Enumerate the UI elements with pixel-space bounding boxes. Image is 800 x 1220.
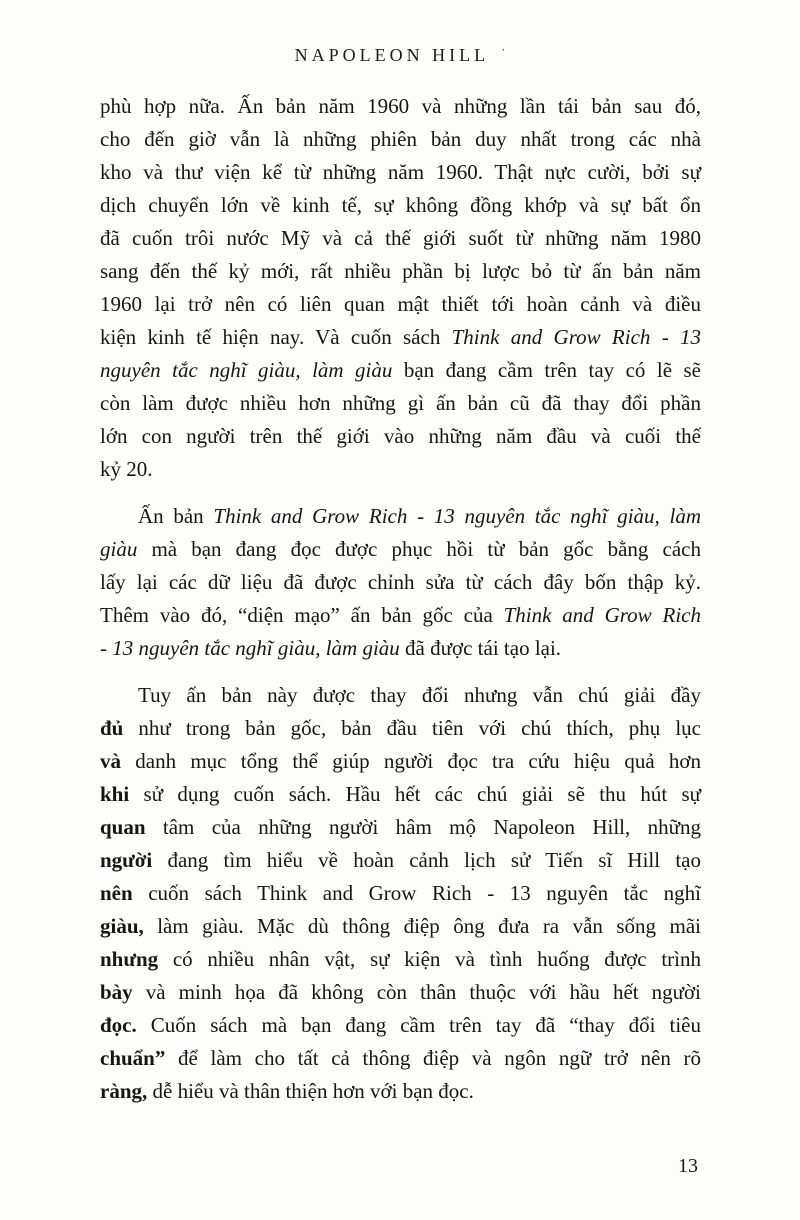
text-line — [100, 222, 701, 255]
text-line — [100, 533, 701, 566]
text-segment: đang tìm hiểu về hoàn cảnh lịch sử Tiến sĩ Hill tạo — [152, 848, 701, 872]
page-text — [100, 90, 701, 1122]
text-segment: Ấn bản — [138, 504, 214, 528]
text-segment: danh mục tổng thể giúp người đọc tra cứu hiệu quả hơn — [121, 749, 701, 773]
text-line — [100, 877, 701, 910]
bold-text-segment: bày — [100, 980, 133, 1004]
running-head — [0, 42, 800, 66]
italic-text-segment: Think and Grow Rich - 13 — [451, 325, 701, 349]
text-segment: kỷ 20. — [100, 457, 153, 481]
italic-text-segment: - 13 nguyên tắc nghĩ giàu, làm giàu — [100, 636, 400, 660]
text-line — [100, 123, 701, 156]
text-line — [100, 189, 701, 222]
bold-text-segment: và — [100, 749, 121, 773]
text-segment: còn làm được nhiều hơn những gì ấn bản cũ đã thay đổi phần — [100, 391, 701, 415]
text-segment: kho và thư viện kể từ những năm 1960. Thật nực cười, bởi sự — [100, 160, 701, 184]
text-segment: đã cuốn trôi nước Mỹ và cả thế giới suốt từ những năm 1980 — [100, 226, 701, 250]
text-segment: Tuy ấn bản này được thay đổi nhưng vẫn chú giải đầy — [138, 683, 701, 707]
text-segment: để làm cho tất cả thông điệp và ngôn ngữ trở nên rõ — [165, 1046, 701, 1070]
bold-text-segment: đủ — [100, 716, 124, 740]
text-line — [100, 255, 701, 288]
running-head-title: NAPOLEON HILL — [294, 45, 490, 65]
text-segment: như trong bản gốc, bản đầu tiên với chú thích, phụ lục — [123, 716, 701, 740]
text-segment: kiện kinh tế hiện nay. Và cuốn sách — [100, 325, 452, 349]
text-line — [100, 156, 701, 189]
bold-text-segment: nên — [100, 881, 133, 905]
italic-text-segment: giàu — [100, 537, 138, 561]
text-line — [100, 321, 701, 354]
text-segment: Cuốn sách mà bạn đang cầm trên tay đã “thay đổi tiêu — [136, 1013, 701, 1037]
text-segment: lớn con người trên thế giới vào những năm đầu và cuối thế — [100, 424, 701, 448]
text-line — [100, 1042, 701, 1075]
text-segment: tâm của những người hâm mộ Napoleon Hill, những — [145, 815, 701, 839]
page-number: 13 — [678, 1155, 698, 1177]
bold-text-segment: người — [100, 848, 153, 872]
paragraph — [100, 500, 701, 665]
text-line — [100, 387, 701, 420]
text-line — [100, 420, 701, 453]
text-line — [100, 811, 701, 844]
text-segment: có nhiều nhân vật, sự kiện và tình huống được trình — [158, 947, 701, 971]
text-line — [100, 943, 701, 976]
italic-text-segment: Think and Grow Rich - 13 nguyên tắc nghĩ giàu, làm — [213, 504, 701, 528]
text-segment: và minh họa đã không còn thân thuộc với hầu hết người — [132, 980, 701, 1004]
text-segment: sử dụng cuốn sách. Hầu hết các chú giải sẽ thu hút sự — [129, 782, 701, 806]
text-segment: làm giàu. Mặc dù thông điệp ông đưa ra vẫn sống mãi — [143, 914, 701, 938]
text-segment: dịch chuyển lớn về kinh tế, sự không đồng khớp và sự bất ổn — [100, 193, 701, 217]
text-line — [100, 844, 701, 877]
text-line — [100, 288, 701, 321]
bold-text-segment: khi — [100, 782, 130, 806]
text-line — [100, 1009, 701, 1042]
text-line — [100, 453, 701, 486]
paragraph — [100, 679, 701, 1108]
bold-text-segment: nhưng — [100, 947, 159, 971]
italic-text-segment: Think and Grow Rich — [503, 603, 701, 627]
bold-text-segment: giàu, — [100, 914, 144, 938]
text-segment: Thêm vào đó, “diện mạo” ấn bản gốc của — [100, 603, 504, 627]
text-line — [100, 354, 701, 387]
text-line — [100, 632, 701, 665]
italic-text-segment: nguyên tắc nghĩ giàu, làm giàu — [100, 358, 393, 382]
text-segment: cuốn sách Think and Grow Rich - 13 nguyên tắc nghĩ — [132, 881, 701, 905]
bold-text-segment: ràng, — [100, 1079, 148, 1103]
text-segment: dễ hiểu và thân thiện hơn với bạn đọc. — [147, 1079, 474, 1103]
text-line — [100, 90, 701, 123]
text-segment: mà bạn đang đọc được phục hồi từ bản gốc bằng cách — [137, 537, 701, 561]
text-line — [100, 745, 701, 778]
paragraph — [100, 90, 701, 486]
text-line — [100, 599, 701, 632]
text-line — [100, 500, 701, 533]
text-line — [100, 566, 701, 599]
running-head-mark: · — [501, 42, 506, 57]
bold-text-segment: quan — [100, 815, 146, 839]
text-line — [100, 976, 701, 1009]
text-segment: bạn đang cầm trên tay có lẽ sẽ — [392, 358, 702, 382]
text-line — [100, 679, 701, 712]
text-segment: cho đến giờ vẫn là những phiên bản duy nhất trong các nhà — [100, 127, 701, 151]
bold-text-segment: chuẩn” — [100, 1046, 166, 1070]
text-line — [100, 712, 701, 745]
text-segment: đã được tái tạo lại. — [399, 636, 562, 660]
bold-text-segment: đọc. — [100, 1013, 137, 1037]
text-segment: 1960 lại trở nên có liên quan mật thiết tới hoàn cảnh và điều — [100, 292, 701, 316]
text-line — [100, 1075, 701, 1108]
text-segment: phù hợp nữa. Ấn bản năm 1960 và những lần tái bản sau đó, — [100, 94, 701, 118]
text-line — [100, 910, 701, 943]
text-line — [100, 778, 701, 811]
text-segment: sang đến thế kỷ mới, rất nhiều phần bị lược bỏ từ ấn bản năm — [100, 259, 701, 283]
text-segment: lấy lại các dữ liệu đã được chỉnh sửa từ cách đây bốn thập kỷ. — [100, 570, 701, 594]
